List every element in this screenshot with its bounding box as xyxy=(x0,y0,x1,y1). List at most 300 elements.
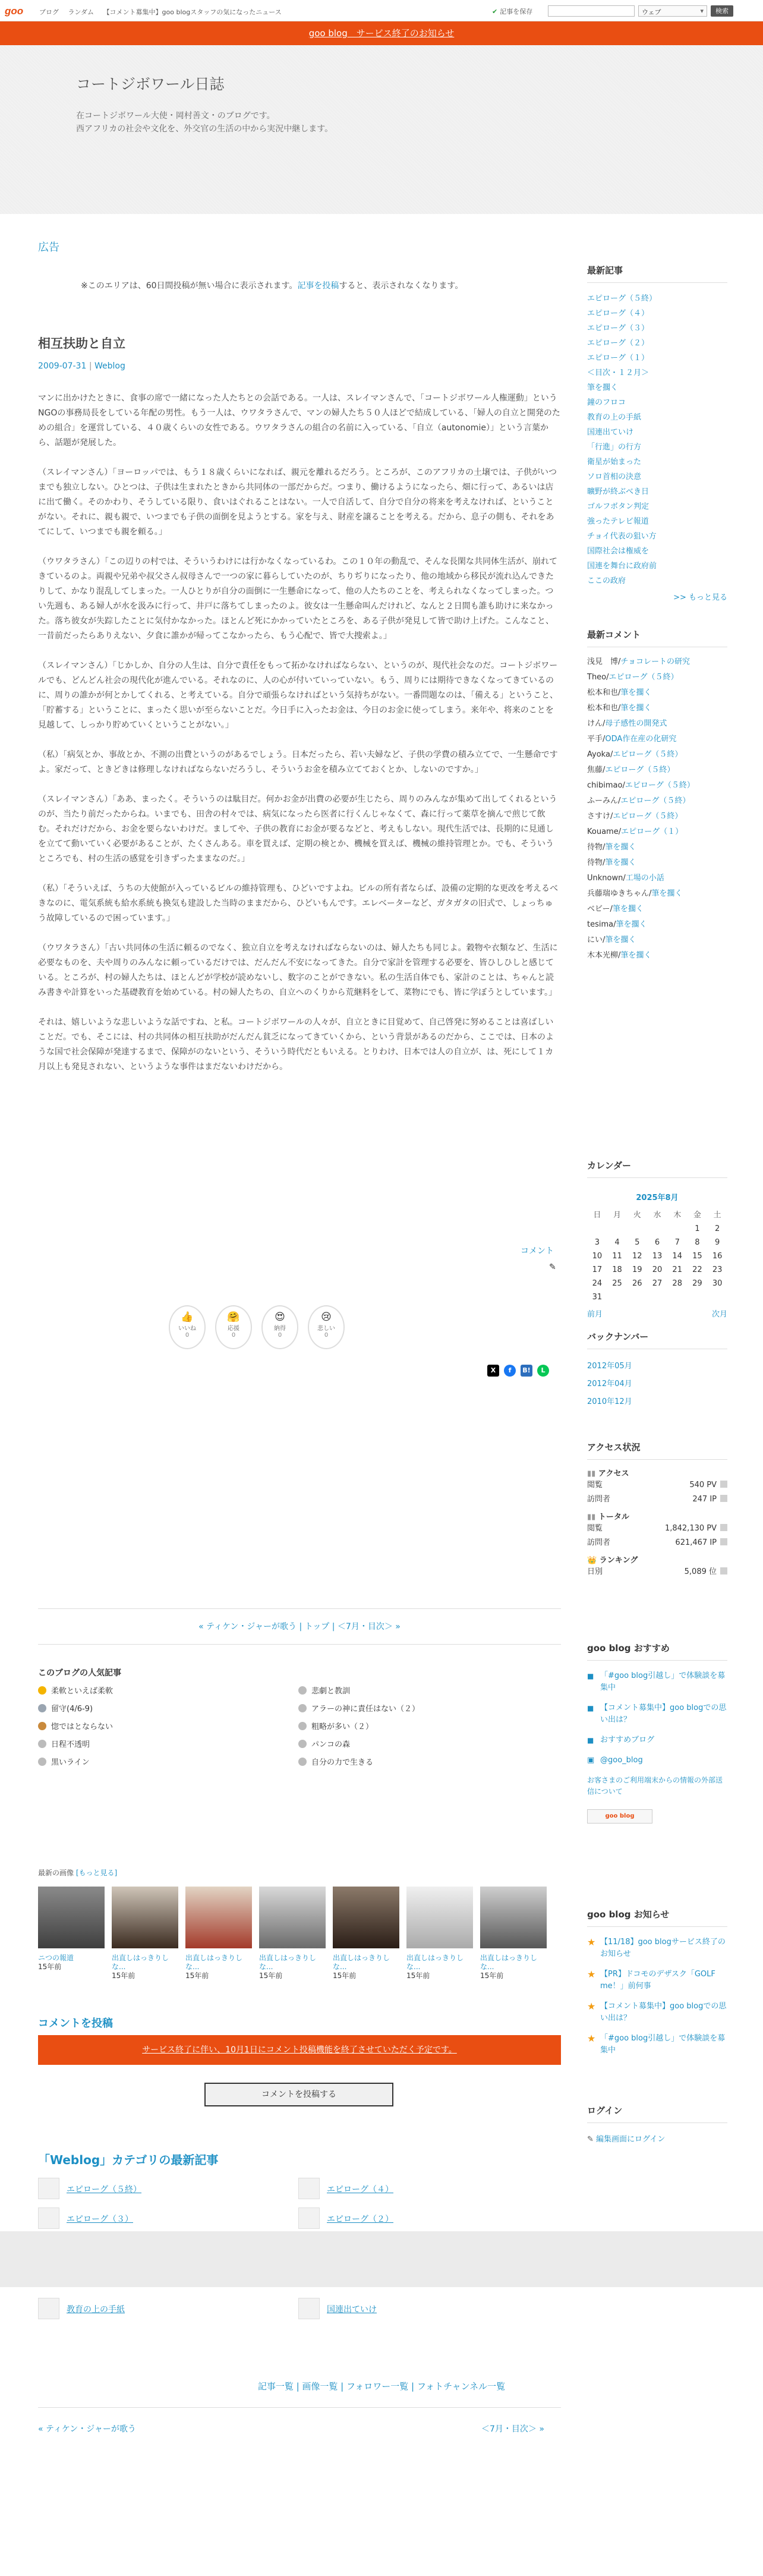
category-latest-title: 国連出ていけ xyxy=(327,2305,377,2314)
calendar-day: 21 xyxy=(672,1265,682,1274)
blog-header xyxy=(0,45,763,214)
edit-pencil-icon[interactable]: ✎ xyxy=(549,1262,556,1272)
pencil-icon: ✎ xyxy=(587,2135,597,2144)
goo-logo[interactable]: goo xyxy=(5,5,24,17)
recent-comments-heading: 最新コメント xyxy=(587,628,727,647)
comment-user: にい xyxy=(587,936,603,944)
ad-note-pre: ※このエリアは、60日間投稿が無い場合に表示されます。 xyxy=(81,281,298,291)
post-paragraph: マンに出かけたときに、食事の席で一緒になった人たちとの会話である。一人は、スレイマンさんで、「コートジボワール人権運動」というNGOの事務局長をしている年配の男性。もう一人は、ウワタラさんで、マンの婦人たち５０人ほどで結成している、「婦人の自立と開発のための組合」を運営している、４０歳くらいの女性である。ウワタラさんの組合の名前に入っている、「自立（autonomie）」という言葉から、話題が発展した。 xyxy=(38,393,560,448)
popular-item-label: アラーの神に責任はない（２） xyxy=(311,1705,420,1714)
announcement-item[interactable] xyxy=(587,1936,727,1960)
image-thumbnail[interactable] xyxy=(333,1887,399,1948)
popular-item[interactable] xyxy=(38,1702,93,1714)
weekday-label: 月 xyxy=(613,1211,622,1220)
popular-item-label: 黒いライン xyxy=(51,1758,90,1767)
latest-images-title: 最新の画像 xyxy=(38,1869,74,1877)
bullet-icon xyxy=(298,1758,307,1766)
bullet-icon: ■ xyxy=(587,1704,594,1712)
goo-blog-badge[interactable]: goo blog xyxy=(587,1809,652,1824)
popular-item[interactable] xyxy=(298,1756,373,1767)
popular-item[interactable] xyxy=(298,1738,350,1749)
image-title-link[interactable]: 出直しはっきりしな... xyxy=(333,1954,390,1971)
day-rank-label: 日別 xyxy=(587,1567,603,1576)
bullet-icon xyxy=(298,1704,307,1712)
image-time: 15年前 xyxy=(38,1963,62,1971)
comment-post-link[interactable]: 筆を擱く xyxy=(605,843,636,852)
backnumber xyxy=(587,1330,727,1411)
weekday-label: 金 xyxy=(693,1211,701,1220)
calendar-day: 14 xyxy=(672,1252,682,1261)
comment-entry: さすけ/エピローグ（５終） xyxy=(587,812,683,821)
popular-item-label: 日程不透明 xyxy=(51,1740,90,1749)
nav-random[interactable]: ランダム xyxy=(68,8,94,16)
calendar-day: 2 xyxy=(715,1224,720,1233)
comment-post-link[interactable]: 筆を擱く xyxy=(605,936,636,944)
save-article-button[interactable] xyxy=(492,7,532,16)
bullet-icon: ■ xyxy=(587,1672,594,1680)
image-title-link[interactable]: 出直しはっきりしな... xyxy=(112,1954,169,1971)
total-uu-value: 621,467 IP xyxy=(675,1538,717,1547)
comment-entry: 木本光柳/筆を擱く xyxy=(587,951,652,960)
comment-link[interactable]: コメント xyxy=(521,1246,554,1256)
recent-post-link[interactable]: ゴルフボタン判定 xyxy=(587,502,650,511)
recent-post-link[interactable]: 「行進」の行方 xyxy=(587,443,642,452)
recommend-item[interactable] xyxy=(587,1670,727,1694)
comment-user: Theo xyxy=(587,673,607,682)
backnumber-link[interactable]: 2012年04月 xyxy=(587,1380,632,1388)
total-uu-row xyxy=(587,1536,727,1550)
comment-post-link[interactable]: 筆を擱く xyxy=(616,920,647,929)
image-caption xyxy=(259,1954,326,1980)
comment-entry: 待物/筆を擱く xyxy=(587,843,636,852)
popular-item[interactable] xyxy=(38,1720,113,1731)
post-meta xyxy=(38,361,561,371)
popular-item-label: 惚ではとならない xyxy=(51,1722,113,1731)
post-meta-separator: | xyxy=(89,361,92,371)
popular-item-label: 粗略が多い（２） xyxy=(311,1722,374,1731)
weekday-label: 木 xyxy=(673,1211,682,1220)
recommend-list xyxy=(587,1670,727,1824)
comment-post-link[interactable]: エピローグ（５終） xyxy=(620,796,691,805)
calendar-month: 2025年8月 xyxy=(636,1193,679,1202)
article-thumb-icon xyxy=(38,2178,59,2199)
comment-user: けん xyxy=(587,719,603,728)
post-paragraph: （スレイマンさん）「じかしか、自分の人生は、自分で責任をもって拓かなければならない、というのが、現代社会なのだ。コートジボワールでも、どんどん社会の現代化が進んでいる。それなのに、人の心が付いていっていない。もう、周りには期待できなくなってきているのに、周りの誰かが何とかしてくれる、と考えている。自分で頑張らなければという気持ちがない。一番問題なのは、「備える」ということ、「貯蓄する」ということに、まったく思いが至らないことだ。今日手に入ったお金は、今日のお金に使ってしまう。来年や、将来のことを見越して、しっかり貯めていくということがない。」 xyxy=(38,661,558,730)
graph-icon[interactable] xyxy=(720,1538,727,1545)
calendar-day: 22 xyxy=(692,1265,702,1274)
article-thumb-icon xyxy=(38,2298,59,2319)
recent-post-link[interactable]: ソロ首相の決意 xyxy=(587,473,642,481)
calendar-empty xyxy=(607,1224,628,1233)
calendar-day: 20 xyxy=(652,1265,663,1274)
access-total-label: ▮▮ トータル xyxy=(587,1513,629,1522)
recent-more-link[interactable]: >> もっと見る xyxy=(673,593,727,602)
crown-icon xyxy=(38,1704,46,1712)
latest-images-heading xyxy=(38,1868,117,1878)
image-time: 15年前 xyxy=(259,1972,283,1980)
twitter-handle: @goo_blog xyxy=(600,1756,643,1765)
calendar-empty xyxy=(627,1224,647,1233)
popular-item[interactable] xyxy=(298,1720,373,1731)
category-latest-item[interactable] xyxy=(38,2298,125,2319)
category-latest-title: エピローグ（２） xyxy=(327,2215,393,2224)
reaction-sad-button[interactable] xyxy=(308,1305,345,1349)
main-content xyxy=(38,239,561,1089)
total-pv-row xyxy=(587,1522,727,1536)
crown-icon xyxy=(38,1722,46,1730)
comment-entry: 待物/筆を擱く xyxy=(587,858,636,867)
image-thumbnail[interactable] xyxy=(406,1887,473,1948)
popular-item-label: 自分の力で生きる xyxy=(311,1758,374,1767)
reaction-cheer-button[interactable] xyxy=(215,1305,252,1349)
recent-post-link[interactable]: 国連を舞台に政府前 xyxy=(587,562,657,571)
post-paragraph: （スレイマンさん）「ああ、まったく。そういうのは駄目だ。何かお金が出費の必要が生じたら、周りのみんなが集めて出してくれるというのが、当たり前だったからね。いまでも、田舎の村々では、病気になったら医者に行くんじゃなくて、森に行って薬草を摘んで煎じて飲む。それだけだから、お金を要らないわけだ。ましてや、子供の教育にお金が要るなどと、考えもしない。現代生活では、長期的に見通しを立てて動いていく必要があることが、たくさんある。車を買えば、定期の検とか、機械を買えば、機械の維持管理とか。でも、そういうところでも、村の生活の感覚を引きずったままなのだ。」 xyxy=(38,795,557,864)
announcement-label: 【PR】ドコモのデザスク「GOLF me！」前何事 xyxy=(600,1970,715,1991)
star-icon: ★ xyxy=(587,1936,596,1948)
image-time: 15年前 xyxy=(112,1972,135,1980)
bullet-icon xyxy=(298,1722,307,1730)
popular-item[interactable] xyxy=(298,1702,420,1714)
category-latest-item[interactable] xyxy=(298,2178,393,2199)
calendar-day: 29 xyxy=(692,1279,702,1288)
comment-user: 浅見 博 xyxy=(587,657,619,666)
popular-item[interactable] xyxy=(38,1684,113,1696)
footer-next-link[interactable]: ＜7月・目次＞ » xyxy=(481,2424,544,2434)
graph-icon[interactable] xyxy=(720,1481,727,1488)
announcements xyxy=(587,1908,727,2065)
image-title-link[interactable]: ニつの報道 xyxy=(38,1954,74,1962)
calendar-day: 3 xyxy=(594,1238,600,1247)
calendar-day: 7 xyxy=(674,1238,680,1247)
image-title-link[interactable]: 出直しはっきりしな... xyxy=(480,1954,538,1971)
weekday-label: 日 xyxy=(593,1211,601,1220)
recent-comments-list xyxy=(587,654,727,963)
footer-nav[interactable]: 記事一覧 | 画像一覧 | フォロワー一覧 | フォトチャンネル一覧 xyxy=(257,2381,506,2392)
prev-post-link[interactable]: « ティケン・ジャーが歌う xyxy=(198,1622,297,1632)
popular-item-label: 柔軟といえば柔軟 xyxy=(51,1687,113,1696)
calendar-day: 15 xyxy=(692,1252,702,1261)
recommend-item-label: 【コメント募集中】goo blogでの思い出は？ xyxy=(600,1703,727,1724)
recommend-item-label: 「#goo blog引越し」で体験談を募集中 xyxy=(600,1671,726,1692)
comment-post-link[interactable]: 筆を擱く xyxy=(620,704,652,713)
reaction-count: 0 xyxy=(231,1332,236,1339)
facebook-share-icon[interactable]: f xyxy=(504,1365,516,1377)
image-thumbnail[interactable] xyxy=(259,1887,326,1948)
image-title-link[interactable]: 出直しはっきりしな... xyxy=(259,1954,317,1971)
weekday-label: 水 xyxy=(653,1211,661,1220)
calendar-day: 25 xyxy=(612,1279,622,1288)
graph-icon[interactable] xyxy=(720,1495,727,1502)
comment-post-link[interactable]: 筆を擱く xyxy=(612,905,644,914)
star-icon: ★ xyxy=(587,2001,596,2012)
comment-entry: ベビー/筆を擱く xyxy=(587,905,644,914)
comment-entry: tesima/筆を擱く xyxy=(587,920,647,929)
search-input[interactable] xyxy=(548,5,635,17)
recent-post-link[interactable]: エピローグ（１） xyxy=(587,354,650,363)
line-share-icon[interactable]: L xyxy=(537,1365,549,1377)
divider xyxy=(38,2407,561,2408)
pv-row xyxy=(587,1478,727,1492)
bullet-icon: ■ xyxy=(587,1736,594,1744)
recommend-item[interactable] xyxy=(587,1702,727,1726)
comment-post-link[interactable]: 母子感性の開発式 xyxy=(605,719,667,728)
divider xyxy=(38,1644,561,1645)
reactions xyxy=(169,1305,347,1371)
comment-post-link[interactable]: エピローグ（５終） xyxy=(613,812,683,821)
calendar-empty xyxy=(647,1224,667,1233)
nav-news[interactable]: 【コメント募集中】goo blogスタッフの気になったニュース xyxy=(103,8,282,16)
heart-eyes-icon: 😍 xyxy=(275,1311,285,1323)
comment-user: 待物 xyxy=(587,843,603,852)
comment-post-link[interactable]: 筆を擱く xyxy=(620,688,652,697)
comment-entry: Ayoka/エピローグ（５終） xyxy=(587,750,683,759)
comment-entry: Kouame/エピローグ（１） xyxy=(587,827,683,836)
login-heading: ログイン xyxy=(587,2104,727,2123)
popular-heading: このブログの人気記事 xyxy=(38,1668,121,1678)
comment-user: 待物 xyxy=(587,858,603,867)
access-today-text: アクセス xyxy=(598,1469,629,1478)
popular-item-label: 留守(4/6-9) xyxy=(51,1705,93,1714)
top-link[interactable]: トップ xyxy=(304,1622,330,1632)
category-latest-item[interactable] xyxy=(298,2298,377,2319)
calendar-day: 19 xyxy=(632,1265,642,1274)
blog-title[interactable]: コートジボワール日誌 xyxy=(76,75,225,93)
comment-post-link[interactable]: 筆を擱く xyxy=(605,858,636,867)
post-article-link[interactable]: 記事を投稿 xyxy=(297,281,339,291)
comment-post-link[interactable]: 工場の小話 xyxy=(625,874,664,883)
reaction-agree-button[interactable] xyxy=(261,1305,298,1349)
access-heading: アクセス状況 xyxy=(587,1441,727,1460)
announcement-item[interactable] xyxy=(587,1969,727,1992)
calendar-day: 16 xyxy=(712,1252,723,1261)
recent-post-link[interactable]: エピローグ（４） xyxy=(587,309,650,318)
post-pager: « ティケン・ジャーが歌う | トップ | ＜7月・目次＞ » xyxy=(198,1622,401,1632)
thumbs-up-icon: 👍 xyxy=(181,1311,194,1323)
announcement-item[interactable] xyxy=(587,2033,727,2057)
comment-entry: Unknown/工場の小話 xyxy=(587,874,664,883)
backnumber-list xyxy=(587,1358,727,1411)
category-latest-item[interactable] xyxy=(298,2207,393,2229)
calendar-day: 23 xyxy=(712,1265,723,1274)
post-date: 2009-07-31 xyxy=(38,361,87,371)
recent-post-link[interactable]: 曠野が終ぶべき日 xyxy=(587,487,650,496)
bullet-icon xyxy=(298,1740,307,1748)
recent-post-link[interactable]: 国際社会は権威を xyxy=(587,547,650,556)
calendar-day: 18 xyxy=(612,1265,622,1274)
calendar xyxy=(587,1159,727,1319)
recent-post-link[interactable]: ＜目次・１２月＞ xyxy=(587,369,650,377)
recent-post-link[interactable]: エピローグ（５終） xyxy=(587,294,657,303)
image-caption xyxy=(112,1954,178,1980)
service-end-notice[interactable] xyxy=(0,21,763,45)
post-title[interactable]: 相互扶助と自立 xyxy=(38,336,125,351)
comment-entry: けん/母子感性の開発式 xyxy=(587,719,667,728)
ad-heading: 広告 xyxy=(38,241,59,254)
image-caption xyxy=(480,1954,547,1980)
sidebar xyxy=(587,264,727,963)
comment-post-link[interactable]: エピローグ（５終） xyxy=(625,781,695,790)
recent-post-link[interactable]: チョイ代表の狙い方 xyxy=(587,532,657,541)
image-time: 15年前 xyxy=(406,1972,430,1980)
x-share-icon[interactable]: X xyxy=(487,1365,499,1377)
calendar-day: 31 xyxy=(592,1293,603,1302)
top-nav xyxy=(39,7,289,17)
search-button[interactable]: 検索 xyxy=(711,5,733,17)
reaction-label: 応援 xyxy=(228,1325,239,1332)
recent-post-link[interactable]: 強ったテレビ報道 xyxy=(587,517,649,526)
calendar-day: 26 xyxy=(632,1279,642,1288)
recent-post-link[interactable]: 鐘のフロコ xyxy=(587,398,626,407)
post-paragraph: （スレイマンさん）「ヨーロッパでは、もう１８歳くらいになれば、親元を離れるだろう。ところが、このアフリカの土壌では、子供がいつまでも独立しない。ひとつは、子供は生まれたときから共同体の一部だからだ。つまり、働けるようになったら、畑に行って、あるいは店に出て働く。そのかわり、そうしている限り、食いはぐれることはない。一人で自活して、自分で自分の将来を考えなければ、ということがない。それに、親も親で、いつまでも子供の面倒を見ようとする。家を与え、財産を譲ることを考える。だから、息子の側も、それをあてにして、いつまでも親を頼る。」 xyxy=(38,468,557,537)
image-time: 15年前 xyxy=(480,1972,504,1980)
divider xyxy=(38,1608,561,1609)
calendar-day: 5 xyxy=(635,1238,640,1247)
next-post-link[interactable]: ＜7月・目次＞ » xyxy=(337,1622,401,1632)
comment-post-link[interactable]: エピローグ（１） xyxy=(621,827,683,836)
comment-post-link[interactable]: チョコレートの研究 xyxy=(620,657,691,666)
crown-icon xyxy=(38,1686,46,1695)
external-transmission-link[interactable]: お客さまのご利用端末からの情報の外部送信について xyxy=(587,1776,723,1796)
image-title-link[interactable]: 出直しはっきりしな... xyxy=(185,1954,243,1971)
weekday-label: 火 xyxy=(633,1211,641,1220)
post-category-link[interactable]: Weblog xyxy=(94,361,125,371)
recommend xyxy=(587,1642,727,1824)
announcement-item[interactable] xyxy=(587,2001,727,2024)
pv-label: 閲覧 xyxy=(587,1481,603,1489)
category-latest-item[interactable] xyxy=(38,2178,141,2199)
article-thumb-icon xyxy=(298,2298,320,2319)
image-thumbnail[interactable] xyxy=(185,1887,252,1948)
latest-images-more-link[interactable]: [もっと見る] xyxy=(75,1869,118,1877)
post-paragraph: それは、嬉しいような悲しいような話ですね、と私。コートジボワールの人々が、自立ときに目覚めて、自己啓発に努めることは喜ばしいことだ。でも、そこには、村の共同体の相互扶助がだんだん貧乏になってきていくから、という背景があるのだから、ここでは、日本のような国で社会保障が発達するまで、保障がのないという、そういう時代だともいえる。とりわけ、日本では人の自立が、は、死にして１カ月以上も発見されない、というような事件はまだないわけだから。 xyxy=(38,1018,554,1072)
nav-blog[interactable]: ブログ xyxy=(39,8,59,16)
recent-post-link[interactable]: ここの政府 xyxy=(587,577,626,585)
backnumber-link[interactable]: 2012年05月 xyxy=(587,1362,632,1371)
service-end-link[interactable]: goo blog サービス終了のお知らせ xyxy=(308,28,455,39)
top-bar xyxy=(0,0,763,21)
comment-end-notice-link[interactable]: サービス終了に伴い、10月1日にコメント投稿機能を終了させていただく予定です。 xyxy=(142,2045,457,2055)
category-latest-title: エピローグ（４） xyxy=(327,2185,393,2194)
announcement-label: 【コメント募集中】goo blogでの思い出は？ xyxy=(600,2002,727,2023)
hatena-share-icon[interactable]: B! xyxy=(521,1365,532,1377)
graph-icon[interactable] xyxy=(720,1567,727,1574)
graph-icon[interactable] xyxy=(720,1524,727,1531)
backnumber-heading: バックナンバー xyxy=(587,1330,727,1349)
category-latest-title: 教育の上の手紙 xyxy=(67,2305,125,2314)
comment-user: Kouame xyxy=(587,827,619,836)
reaction-count: 0 xyxy=(324,1332,329,1339)
article-thumb-icon xyxy=(298,2207,320,2229)
comment-entry: 浅見 博/チョコレートの研究 xyxy=(587,657,691,666)
calendar-day: 8 xyxy=(695,1238,700,1247)
day-rank-row xyxy=(587,1565,727,1579)
post-comment-button[interactable]: コメントを投稿する xyxy=(204,2083,393,2106)
calendar-day: 27 xyxy=(652,1279,663,1288)
category-latest-item[interactable] xyxy=(38,2207,133,2229)
recent-post-link[interactable]: 衛星が始まった xyxy=(587,458,642,467)
reaction-label: 悲しい xyxy=(317,1325,335,1332)
calendar-day: 30 xyxy=(712,1279,723,1288)
announcements-list xyxy=(587,1936,727,2057)
calendar-prev-link[interactable]: 前月 xyxy=(587,1310,603,1319)
comment-post-link[interactable]: エピローグ（５終） xyxy=(613,750,683,759)
hug-icon: 🤗 xyxy=(227,1311,240,1323)
comment-entry: 平手/ODA作在産の化研究 xyxy=(587,735,677,744)
login-link[interactable] xyxy=(587,2133,727,2144)
recent-post-link[interactable]: エピローグ（２） xyxy=(587,339,650,348)
calendar-grid xyxy=(587,1208,727,1302)
comment-user: 焦藤 xyxy=(587,766,603,774)
calendar-heading: カレンダー xyxy=(587,1159,727,1178)
recent-post-link[interactable]: 筆を擱く xyxy=(587,383,619,392)
bookmark-icon: ✔ xyxy=(492,8,498,15)
comment-post-link[interactable]: 筆を擱く xyxy=(620,951,652,960)
twitter-link[interactable] xyxy=(587,1755,727,1766)
footer-prev-link[interactable]: « ティケン・ジャーが歌う xyxy=(38,2424,136,2434)
reaction-count: 0 xyxy=(278,1332,282,1339)
comment-user: ふーみん xyxy=(587,796,619,805)
access-total-text: トータル xyxy=(598,1513,629,1522)
weekday-label: 土 xyxy=(713,1211,721,1220)
recent-post-link[interactable]: 国連出ていけ xyxy=(587,428,634,437)
calendar-day: 1 xyxy=(695,1224,700,1233)
search-scope-select[interactable]: ウェブ ▾ xyxy=(638,5,707,17)
comment-user: さすけ xyxy=(587,812,611,821)
comment-post-link[interactable]: エピローグ（５終） xyxy=(608,673,679,682)
popular-item[interactable] xyxy=(38,1738,90,1749)
comment-user: tesima xyxy=(587,920,614,929)
image-thumbnail[interactable] xyxy=(38,1887,105,1948)
comment-post-link[interactable]: 筆を擱く xyxy=(651,889,683,898)
comment-user: 兵藤瑞ゆきちゃん xyxy=(587,889,650,898)
recent-posts-list xyxy=(587,291,727,588)
pv-value: 540 PV xyxy=(689,1481,717,1489)
post-paragraph: （ウワタラさん）「古い共同体の生活に頼るのでなく、独立自立を考えなければならないのは、婦人たちも同じよ。穀物や衣類など、生活に必要なものを、夫や周りのみんなに頼っているだけでは、だんだん不安になってきた。自分で家計を管理する必要を、皆ひしひしと感じている。ところが、村の婦人たちは、ほとんどが学校が読めないし、数字のことができない。私の生活自体でも、家計のことは、ちゃんと読み書きや計算をいった基礎教育を始めている。村の婦人たちの、自立へのくりから荒継料をして、菜物にでも、皆に学ぼうとしています。」 xyxy=(38,943,558,997)
image-thumbnail[interactable] xyxy=(112,1887,178,1948)
comment-post-link[interactable]: ODA作在産の化研究 xyxy=(605,735,677,744)
day-rank-value: 5,089 位 xyxy=(684,1567,717,1576)
calendar-day: 10 xyxy=(592,1252,603,1261)
calendar-day: 9 xyxy=(715,1238,720,1247)
access-status xyxy=(587,1441,727,1579)
category-latest-heading: 「Weblog」カテゴリの最新記事 xyxy=(38,2153,219,2167)
comment-entry: Theo/エピローグ（５終） xyxy=(587,673,679,682)
popular-item[interactable] xyxy=(298,1684,350,1696)
image-thumbnail[interactable] xyxy=(480,1887,547,1948)
ad-note xyxy=(81,279,561,291)
twitter-icon: ▣ xyxy=(587,1756,595,1765)
recent-post-link[interactable]: 教育の上の手紙 xyxy=(587,413,642,422)
comment-end-notice[interactable] xyxy=(38,2035,561,2065)
popular-item[interactable] xyxy=(38,1756,90,1767)
category-latest-title: エピローグ（３） xyxy=(67,2215,133,2224)
backnumber-link[interactable]: 2010年12月 xyxy=(587,1397,632,1406)
comment-post-link[interactable]: エピローグ（５終） xyxy=(605,766,675,774)
calendar-next-link[interactable]: 次月 xyxy=(711,1310,727,1319)
uu-label: 訪問者 xyxy=(587,1495,611,1504)
recent-post-link[interactable]: エピローグ（３） xyxy=(587,324,650,333)
comment-user: 木本光柳 xyxy=(587,951,619,960)
ranking-text: ランキング xyxy=(599,1556,638,1565)
overlay-banner xyxy=(0,2231,763,2287)
total-pv-value: 1,842,130 PV xyxy=(664,1524,717,1533)
article-thumb-icon xyxy=(38,2207,59,2229)
reaction-like-button[interactable] xyxy=(169,1305,206,1349)
comment-user: Ayoka xyxy=(587,750,610,759)
image-title-link[interactable]: 出直しはっきりしな... xyxy=(406,1954,464,1971)
reaction-label: いいね xyxy=(178,1325,196,1332)
recommend-item[interactable] xyxy=(587,1734,727,1746)
